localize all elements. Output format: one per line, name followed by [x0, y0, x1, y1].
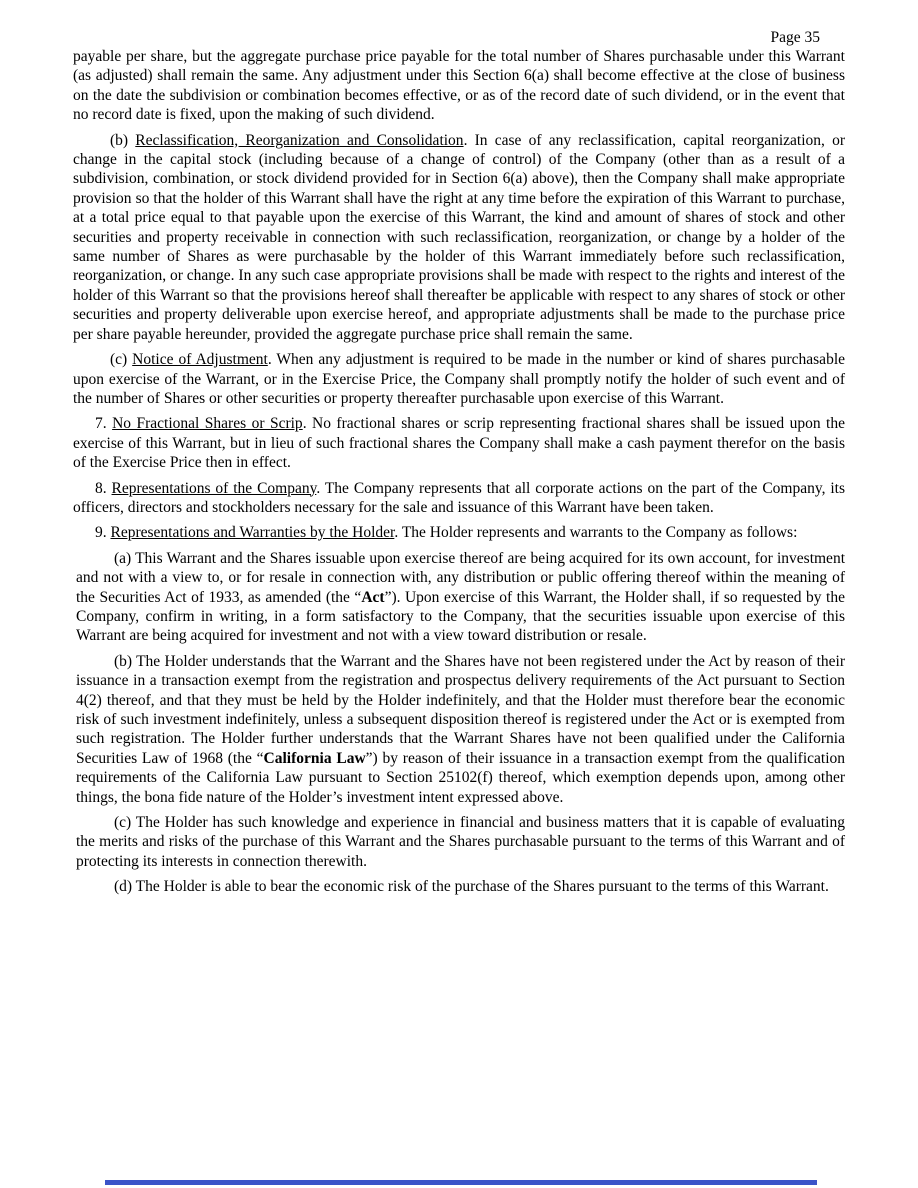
section-heading: Representations and Warranties by the Holder — [110, 524, 395, 542]
paragraph — [73, 414, 845, 472]
paragraph — [73, 813, 845, 871]
defined-term: California Law — [263, 749, 366, 767]
page-number: Page 35 — [770, 29, 820, 46]
paragraph — [73, 47, 845, 125]
text-run: ”). Upon exercise of this Warrant, the Holder shall, if so requested by the Company, confirm in writing, in a form satisfactory to the Company, that the securities issuable upon exercise of this Warrant are being acquired for investment and not with a view toward distribution or resale. — [76, 588, 845, 645]
paragraph — [73, 350, 845, 408]
text-run: (d) The Holder is able to bear the economic risk of the purchase of the Shares pursuant to the terms of this Warrant. — [114, 878, 829, 896]
section-heading: Reclassification, Reorganization and Consolidation — [135, 131, 464, 149]
text-run: (b) The Holder understands that the Warrant and the Shares have not been registered under the Act by reason of their issuance in a transaction exempt from the registration and prospectus delivery requirements of the Act pursuant to Section 4(2) thereof, and that they must be held by the Holder indefinitely, and that the Holder must therefore bear the economic risk of such investment indefinitely, unless a subsequent disposition thereof is registered under the Act or is exempted from such registration. The Holder further understands that the Warrant Shares have not been qualified under the California Securities Law of 1968 (the “ — [76, 652, 845, 767]
page-header — [73, 28, 845, 47]
paragraph — [73, 479, 845, 518]
text-run: ”) by reason of their issuance in a transaction exempt from the qualification requirements of the California Law pursuant to Section 25102(f) thereof, which exemption depends upon, among other things, the bona fide nature of the Holder’s investment intent expressed above. — [76, 749, 845, 806]
text-run: . When any adjustment is required to be made in the number or kind of shares purchasable upon exercise of the Warrant, or in the Exercise Price, the Company shall promptly notify the holder of such event and of the number of Shares or other securities or property thereafter purchasable upon exercise of this Warrant. — [73, 351, 846, 407]
text-run: (c) — [110, 351, 133, 369]
text-run: (c) The Holder has such knowledge and experience in financial and business matters that it is capable of evaluating the merits and risks of the purchase of this Warrant and the Shares purchasable pursuant to the terms of this Warrant and of protecting its interests in connection therewith. — [76, 814, 845, 870]
paragraph — [73, 549, 845, 646]
text-run: (b) — [110, 131, 136, 149]
text-run: . The Holder represents and warrants to the Company as follows: — [394, 524, 798, 542]
paragraph — [73, 523, 845, 542]
bottom-accent-bar — [105, 1180, 817, 1185]
text-run: payable per share, but the aggregate purchase price payable for the total number of Shares purchasable under this Warrant (as adjusted) shall remain the same. Any adjustment under this Section 6(a) shall become effective at the close of business on the date the subdivision or combination becomes effective, or as of the record date of such dividend, or in the event that no record date is fixed, upon the making of such dividend. — [73, 48, 845, 124]
section-heading: No Fractional Shares or Scrip — [112, 415, 303, 433]
text-run: 8. — [95, 479, 112, 497]
section-heading: Representations of the Company — [111, 479, 317, 497]
paragraph — [73, 131, 845, 344]
text-run: 9. — [95, 524, 111, 542]
paragraph — [73, 877, 845, 896]
text-run: . In case of any reclassification, capital reorganization, or change in the capital stock (including because of a change of control) of the Company (other than as a result of a subdivision, combination, or stock dividend provided for in Section 6(a) above), then the Company shall make appropriate provision so that the holder of this Warrant shall have the right at any time before the expiration of this Warrant to purchase, at a total price equal to that payable upon the exercise of this Warrant, the kind and amount of shares of stock and other securities and property receivable in connection with such reclassification, reorganization, or change by a holder of the same number of Shares as were purchasable by the holder of this Warrant immediately before such reclassification, reorganization, or change. In any such case appropriate provisions shall be made with respect to the rights and interest of the holder of this Warrant so that the provisions hereof shall thereafter be applicable with respect to any shares of stock or other securities and property deliverable upon exercise hereof, and appropriate adjustments shall be made to the purchase price per share payable hereunder, provided the aggregate purchase price shall remain the same. — [73, 131, 845, 343]
document-body — [73, 47, 845, 897]
paragraph — [73, 652, 845, 807]
text-run: 7. — [95, 415, 113, 433]
text-run: . The Company represents that all corporate actions on the part of the Company, its officers, directors and stockholders necessary for the sale and issuance of this Warrant have been taken. — [73, 479, 845, 516]
defined-term: Act — [361, 588, 385, 606]
text-run: (a) This Warrant and the Shares issuable upon exercise thereof are being acquired for its own account, for investment and not with a view to, or for resale in connection with, any distribution or public offering thereof within the meaning of the Securities Act of 1933, as amended (the “ — [76, 549, 845, 606]
section-heading: Notice of Adjustment — [132, 351, 268, 369]
text-run: . No fractional shares or scrip representing fractional shares shall be issued upon the exercise of this Warrant, but in lieu of such fractional shares the Company shall make a cash payment therefor on the basis of the Exercise Price then in effect. — [73, 415, 845, 472]
